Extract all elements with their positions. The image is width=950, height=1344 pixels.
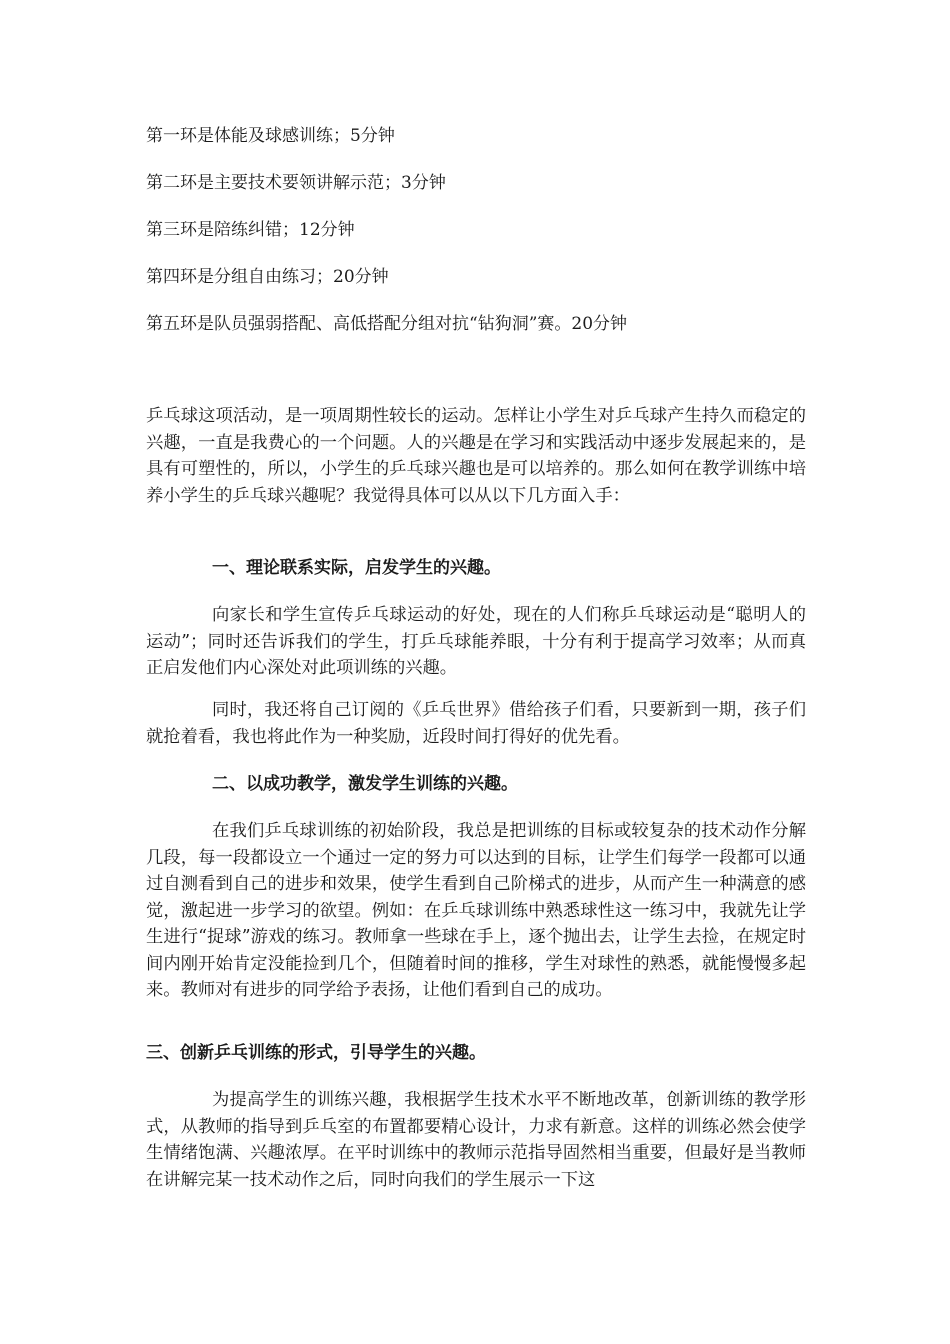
- schedule-item-3: 第三环是陪练纠错；12分钟: [146, 220, 355, 240]
- section-3-heading: 三、创新乒乓训练的形式，引导学生的兴趣。: [146, 1043, 486, 1063]
- schedule-item-4: 第四环是分组自由练习；20分钟: [146, 267, 389, 287]
- section-2-heading: 二、以成功教学，激发学生训练的兴趣。: [212, 774, 518, 794]
- section-1-paragraph-2: 同时，我还将自己订阅的《乒乓世界》借给孩子们看，只要新到一期，孩子们就抢着看，我也将此作为一种奖励，近段时间打得好的优先看。: [146, 700, 806, 747]
- section-1-paragraph-1: 向家长和学生宣传乒乓球运动的好处，现在的人们称乒乓球运动是“聪明人的运动”；同时还告诉我们的学生，打乒乓球能养眼，十分有利于提高学习效率；从而真正启发他们内心深处对此项训练的兴趣。: [146, 605, 806, 678]
- section-3-paragraph-1: 为提高学生的训练兴趣，我根据学生技术水平不断地改革，创新训练的教学形式，从教师的指导到乒乓室的布置都要精心设计，力求有新意。这样的训练必然会使学生情绪饱满、兴趣浓厚。在平时训练中的教师示范指导固然相当重要，但最好是当教师在讲解完某一技术动作之后，同时向我们的学生展示一下这: [146, 1090, 806, 1190]
- section-1-heading: 一、理论联系实际，启发学生的兴趣。: [212, 558, 501, 578]
- schedule-item-2: 第二环是主要技术要领讲解示范；3分钟: [146, 173, 446, 193]
- section-2-paragraph-1: 在我们乒乓球训练的初始阶段，我总是把训练的目标或较复杂的技术动作分解几段，每一段都设立一个通过一定的努力可以达到的目标，让学生们每学一段都可以通过自测看到自己的进步和效果，使学生看到自己阶梯式的进步，从而产生一种满意的感觉，激起进一步学习的欲望。例如：在乒乓球训练中熟悉球性这一练习中，我就先让学生进行“捉球”游戏的练习。教师拿一些球在手上，逐个抛出去，让学生去捡，在规定时间内刚开始肯定没能捡到几个，但随着时间的推移，学生对球性的熟悉，就能慢慢多起来。教师对有进步的同学给予表扬，让他们看到自己的成功。: [146, 821, 806, 1000]
- schedule-item-5: 第五环是队员强弱搭配、高低搭配分组对抗“钻狗洞”赛。20分钟: [146, 314, 628, 334]
- intro-paragraph: 乒乓球这项活动，是一项周期性较长的运动。怎样让小学生对乒乓球产生持久而稳定的兴趣，一直是我费心的一个问题。人的兴趣是在学习和实践活动中逐步发展起来的，是具有可塑性的，所以，小学生的乒乓球兴趣也是可以培养的。那么如何在教学训练中培养小学生的乒乓球兴趣呢？我觉得具体可以从以下几方面入手：: [146, 406, 806, 506]
- schedule-item-1: 第一环是体能及球感训练；5分钟: [146, 126, 395, 146]
